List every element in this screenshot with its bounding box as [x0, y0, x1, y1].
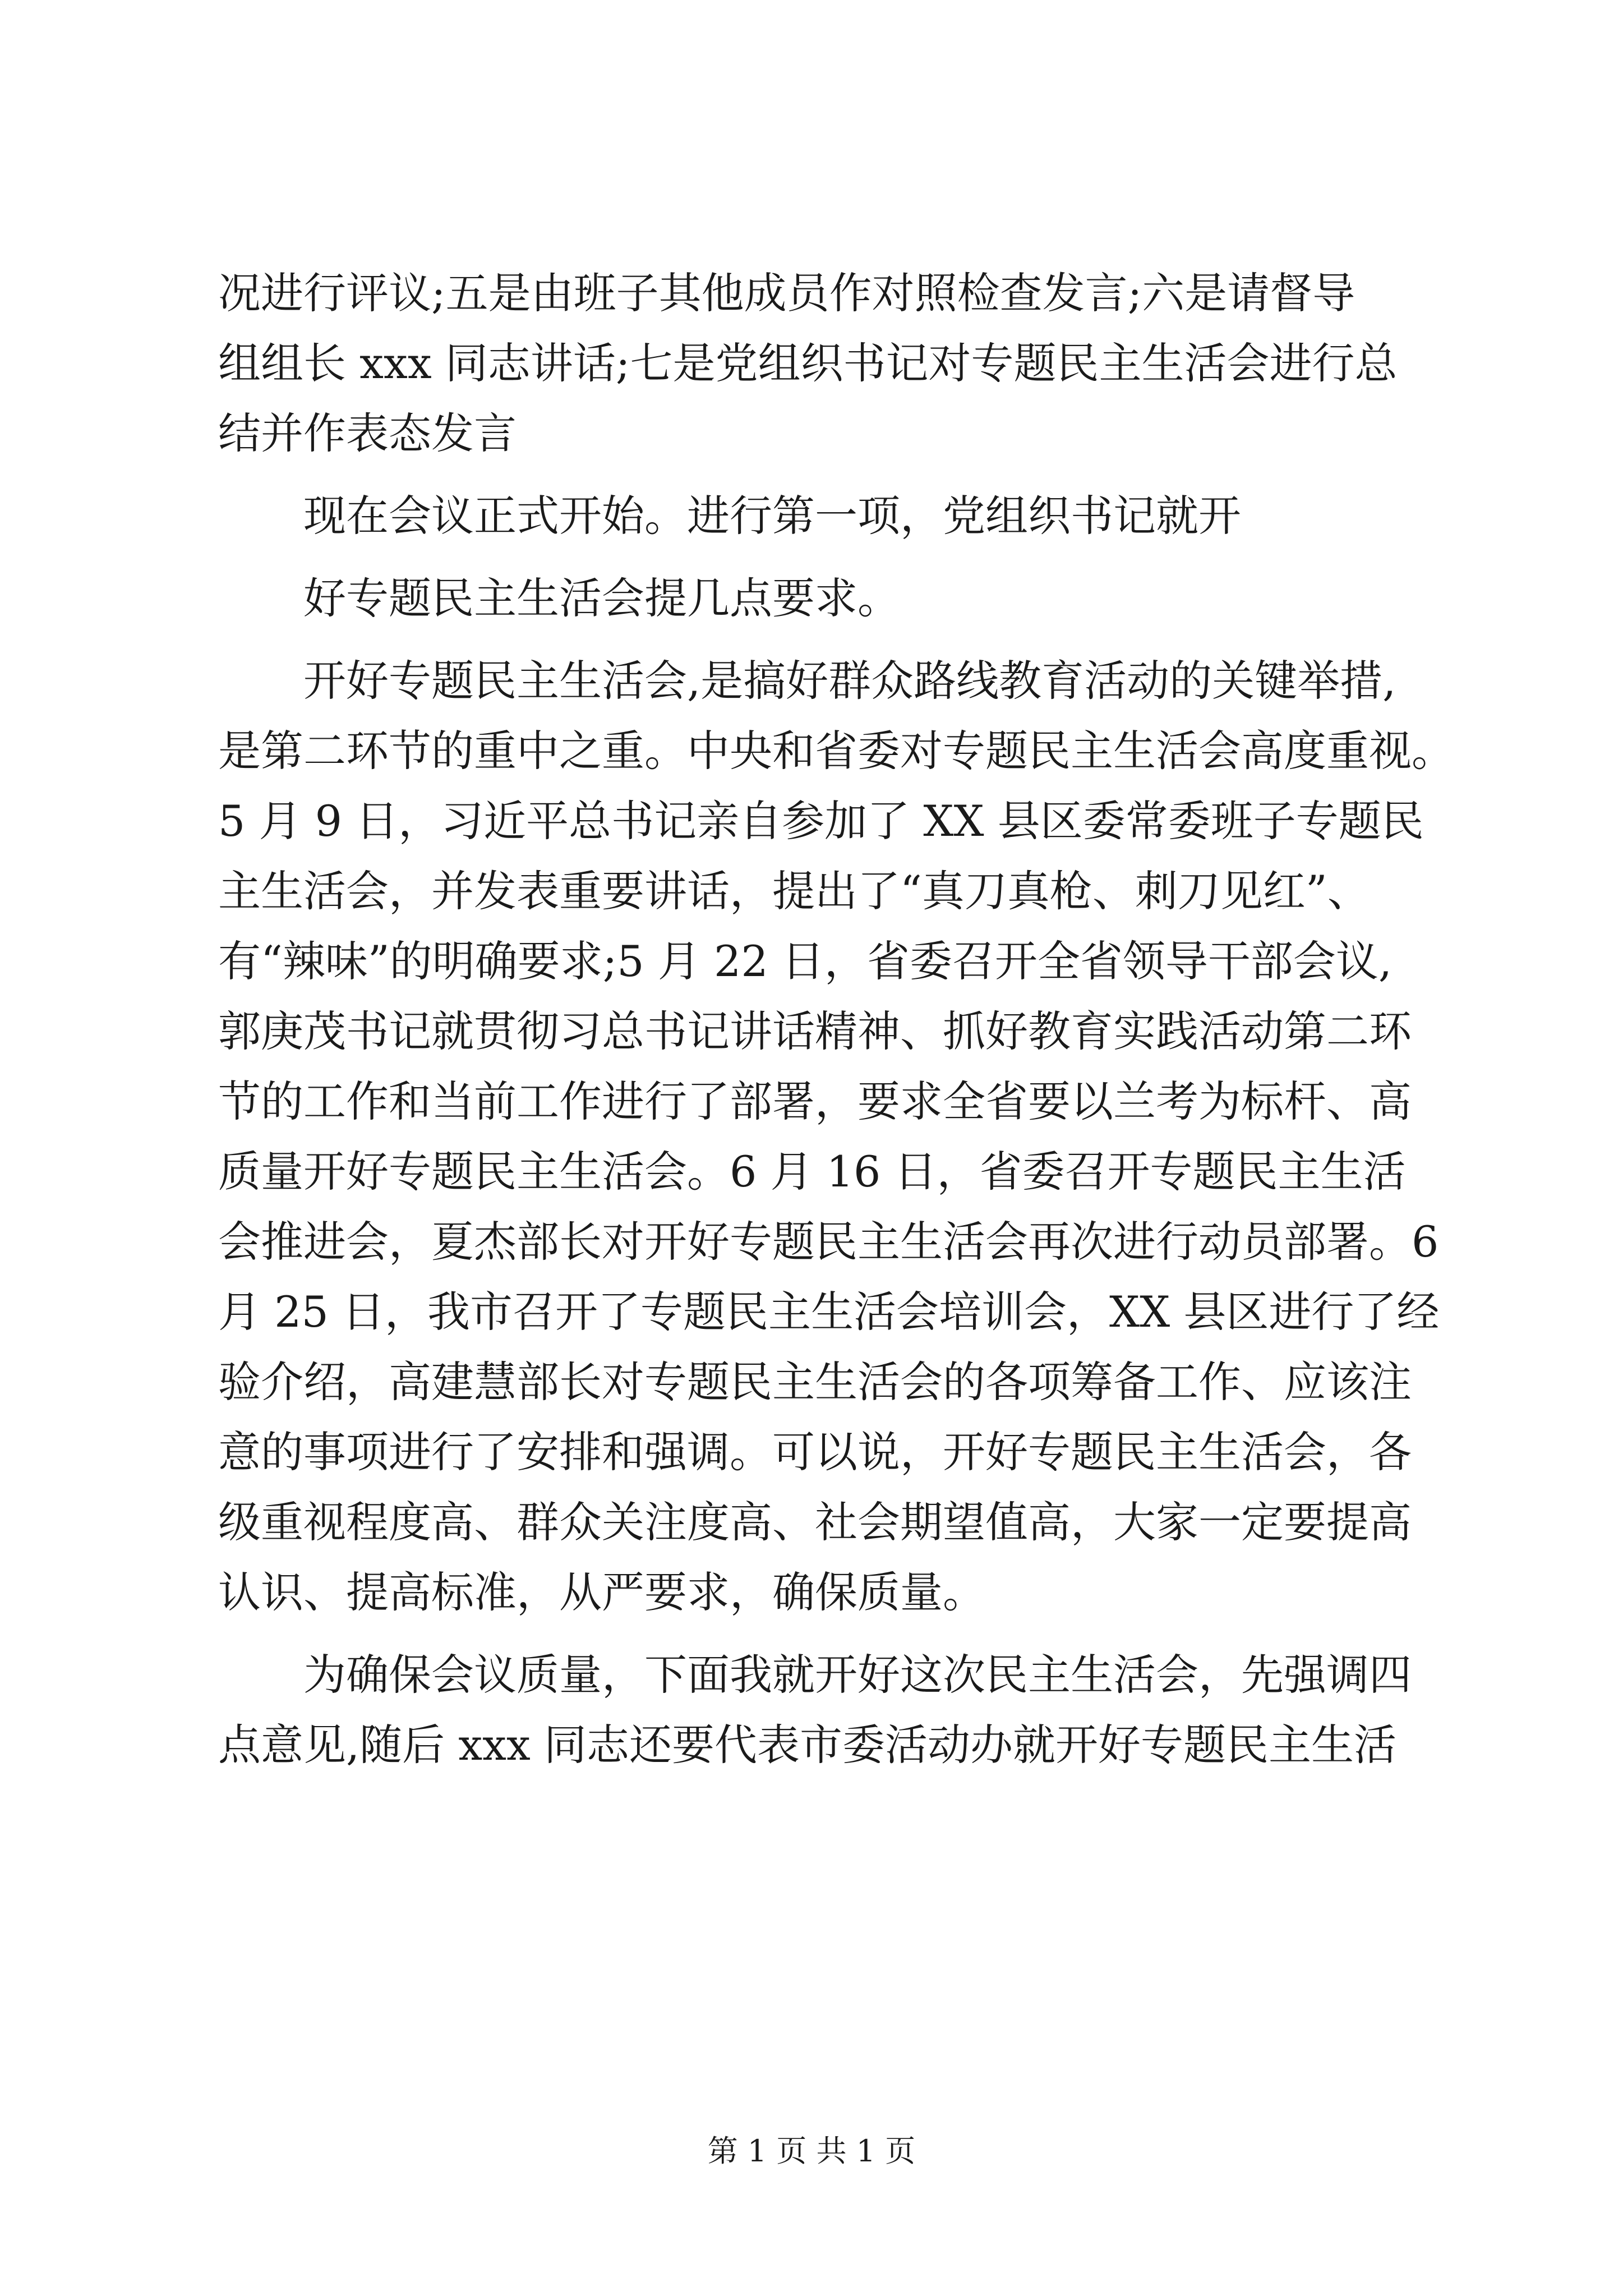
text-line: 认识、提高标准，从严要求，确保质量。	[218, 1567, 985, 1617]
paragraph-start-line: 开好专题民主生活会,是搞好群众路线教育活动的关键举措,	[303, 656, 1396, 706]
text-line: 郭庚茂书记就贯彻习总书记讲话精神、抓好教育实践活动第二环	[218, 1006, 1412, 1056]
text-line: 会推进会，夏杰部长对开好专题民主生活会再次进行动员部署。6	[218, 1217, 1439, 1267]
document-body	[218, 258, 1454, 1780]
text-line: 况进行评议;五是由班子其他成员作对照检查发言;六是请督导	[218, 268, 1355, 318]
page-footer: 第 1 页 共 1 页	[707, 2133, 916, 2169]
text-line: 月 25 日，我市召开了专题民主生活会培训会，XX 县区进行了经	[218, 1287, 1440, 1337]
text-line: 意的事项进行了安排和强调。可以说，开好专题民主生活会，各	[218, 1427, 1412, 1477]
text-line: 组组长 xxx 同志讲话;七是党组织书记对专题民主生活会进行总	[218, 338, 1398, 388]
paragraph-start-line: 好专题民主生活会提几点要求。	[303, 573, 900, 623]
paragraph-start-line: 现在会议正式开始。进行第一项，党组织书记就开	[303, 491, 1241, 541]
paragraph-start-line: 为确保会议质量，下面我就开好这次民主生活会，先强调四	[303, 1650, 1412, 1700]
text-line: 结并作表态发言	[218, 408, 517, 458]
text-line: 点意见,随后 xxx 同志还要代表市委活动办就开好专题民主生活	[218, 1720, 1397, 1770]
text-line: 验介绍，高建慧部长对专题民主生活会的各项筹备工作、应该注	[218, 1357, 1412, 1407]
text-line: 5 月 9 日，习近平总书记亲自参加了 XX 县区委常委班子专题民	[218, 796, 1424, 846]
text-line: 主生活会，并发表重要讲话，提出了“真刀真枪、刺刀见红”、	[218, 866, 1370, 916]
text-line: 有“辣味”的明确要求;5 月 22 日，省委召开全省领导干部会议,	[218, 936, 1393, 986]
text-line: 节的工作和当前工作进行了部署，要求全省要以兰考为标杆、高	[218, 1076, 1412, 1126]
text-line: 级重视程度高、群众关注度高、社会期望值高，大家一定要提高	[218, 1497, 1412, 1547]
text-line: 是第二环节的重中之重。中央和省委对专题民主生活会高度重视。	[218, 726, 1454, 776]
text-line: 质量开好专题民主生活会。6 月 16 日，省委召开专题民主生活	[218, 1147, 1406, 1197]
